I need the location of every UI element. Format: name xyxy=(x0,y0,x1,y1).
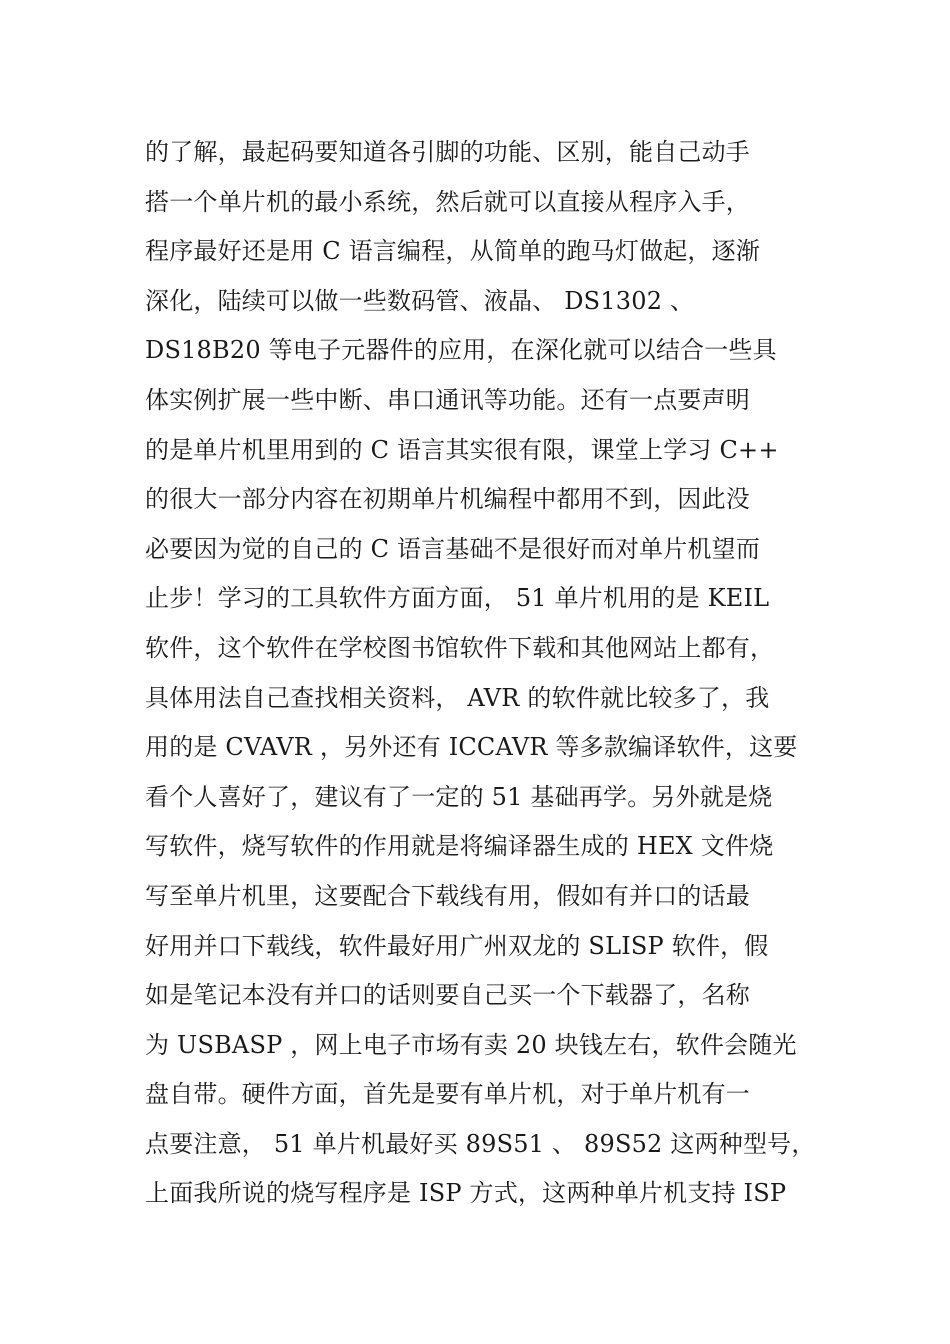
text-line: 用的是 CVAVR ，另外还有 ICCAVR 等多款编译软件，这要 xyxy=(145,733,798,762)
text-line: 写至单片机里，这要配合下载线有用，假如有并口的话最 xyxy=(145,881,750,910)
text-line: 写软件，烧写软件的作用就是将编译器生成的 HEX 文件烧 xyxy=(145,832,774,861)
text-line: 点要注意， 51 单片机最好买 89S51 、 89S52 这两种型号， xyxy=(145,1129,816,1158)
text-line: 上面我所说的烧写程序是 ISP 方式，这两种单片机支持 ISP xyxy=(145,1179,787,1208)
text-line: DS18B20 等电子元器件的应用，在深化就可以结合一些具 xyxy=(145,336,777,365)
text-line: 盘自带。硬件方面，首先是要有单片机，对于单片机有一 xyxy=(145,1080,750,1109)
text-line: 如是笔记本没有并口的话则要自己买一个下载器了，名称 xyxy=(145,981,750,1010)
text-line: 的是单片机里用到的 C 语言其实很有限，课堂上学习 C++ xyxy=(145,435,779,464)
text-line: 止步！学习的工具软件方面方面， 51 单片机用的是 KEIL xyxy=(145,584,770,613)
text-line: 好用并口下载线，软件最好用广州双龙的 SLISP 软件，假 xyxy=(145,931,769,960)
text-line: 软件，这个软件在学校图书馆软件下载和其他网站上都有， xyxy=(145,633,775,662)
text-line: 深化，陆续可以做一些数码管、液晶、 DS1302 、 xyxy=(145,286,695,315)
text-line: 必要因为觉的自己的 C 语言基础不是很好而对单片机望而 xyxy=(145,534,761,563)
text-line: 具体用法自己查找相关资料， AVR 的软件就比较多了，我 xyxy=(145,683,770,712)
body-text xyxy=(145,128,825,1219)
text-line: 搭一个单片机的最小系统，然后就可以直接从程序入手， xyxy=(145,187,750,216)
text-line: 程序最好还是用 C 语言编程，从简单的跑马灯做起，逐渐 xyxy=(145,237,761,266)
text-line: 的了解，最起码要知道各引脚的功能、区别，能自己动手 xyxy=(145,138,750,166)
text-line: 体实例扩展一些中断、串口通讯等功能。还有一点要声明 xyxy=(145,385,750,414)
text-line: 的很大一部分内容在初期单片机编程中都用不到，因此没 xyxy=(145,485,750,514)
text-line: 看个人喜好了，建议有了一定的 51 基础再学。另外就是烧 xyxy=(145,782,773,811)
text-line: 为 USBASP ，网上电子市场有卖 20 块钱左右，软件会随光 xyxy=(145,1030,797,1059)
